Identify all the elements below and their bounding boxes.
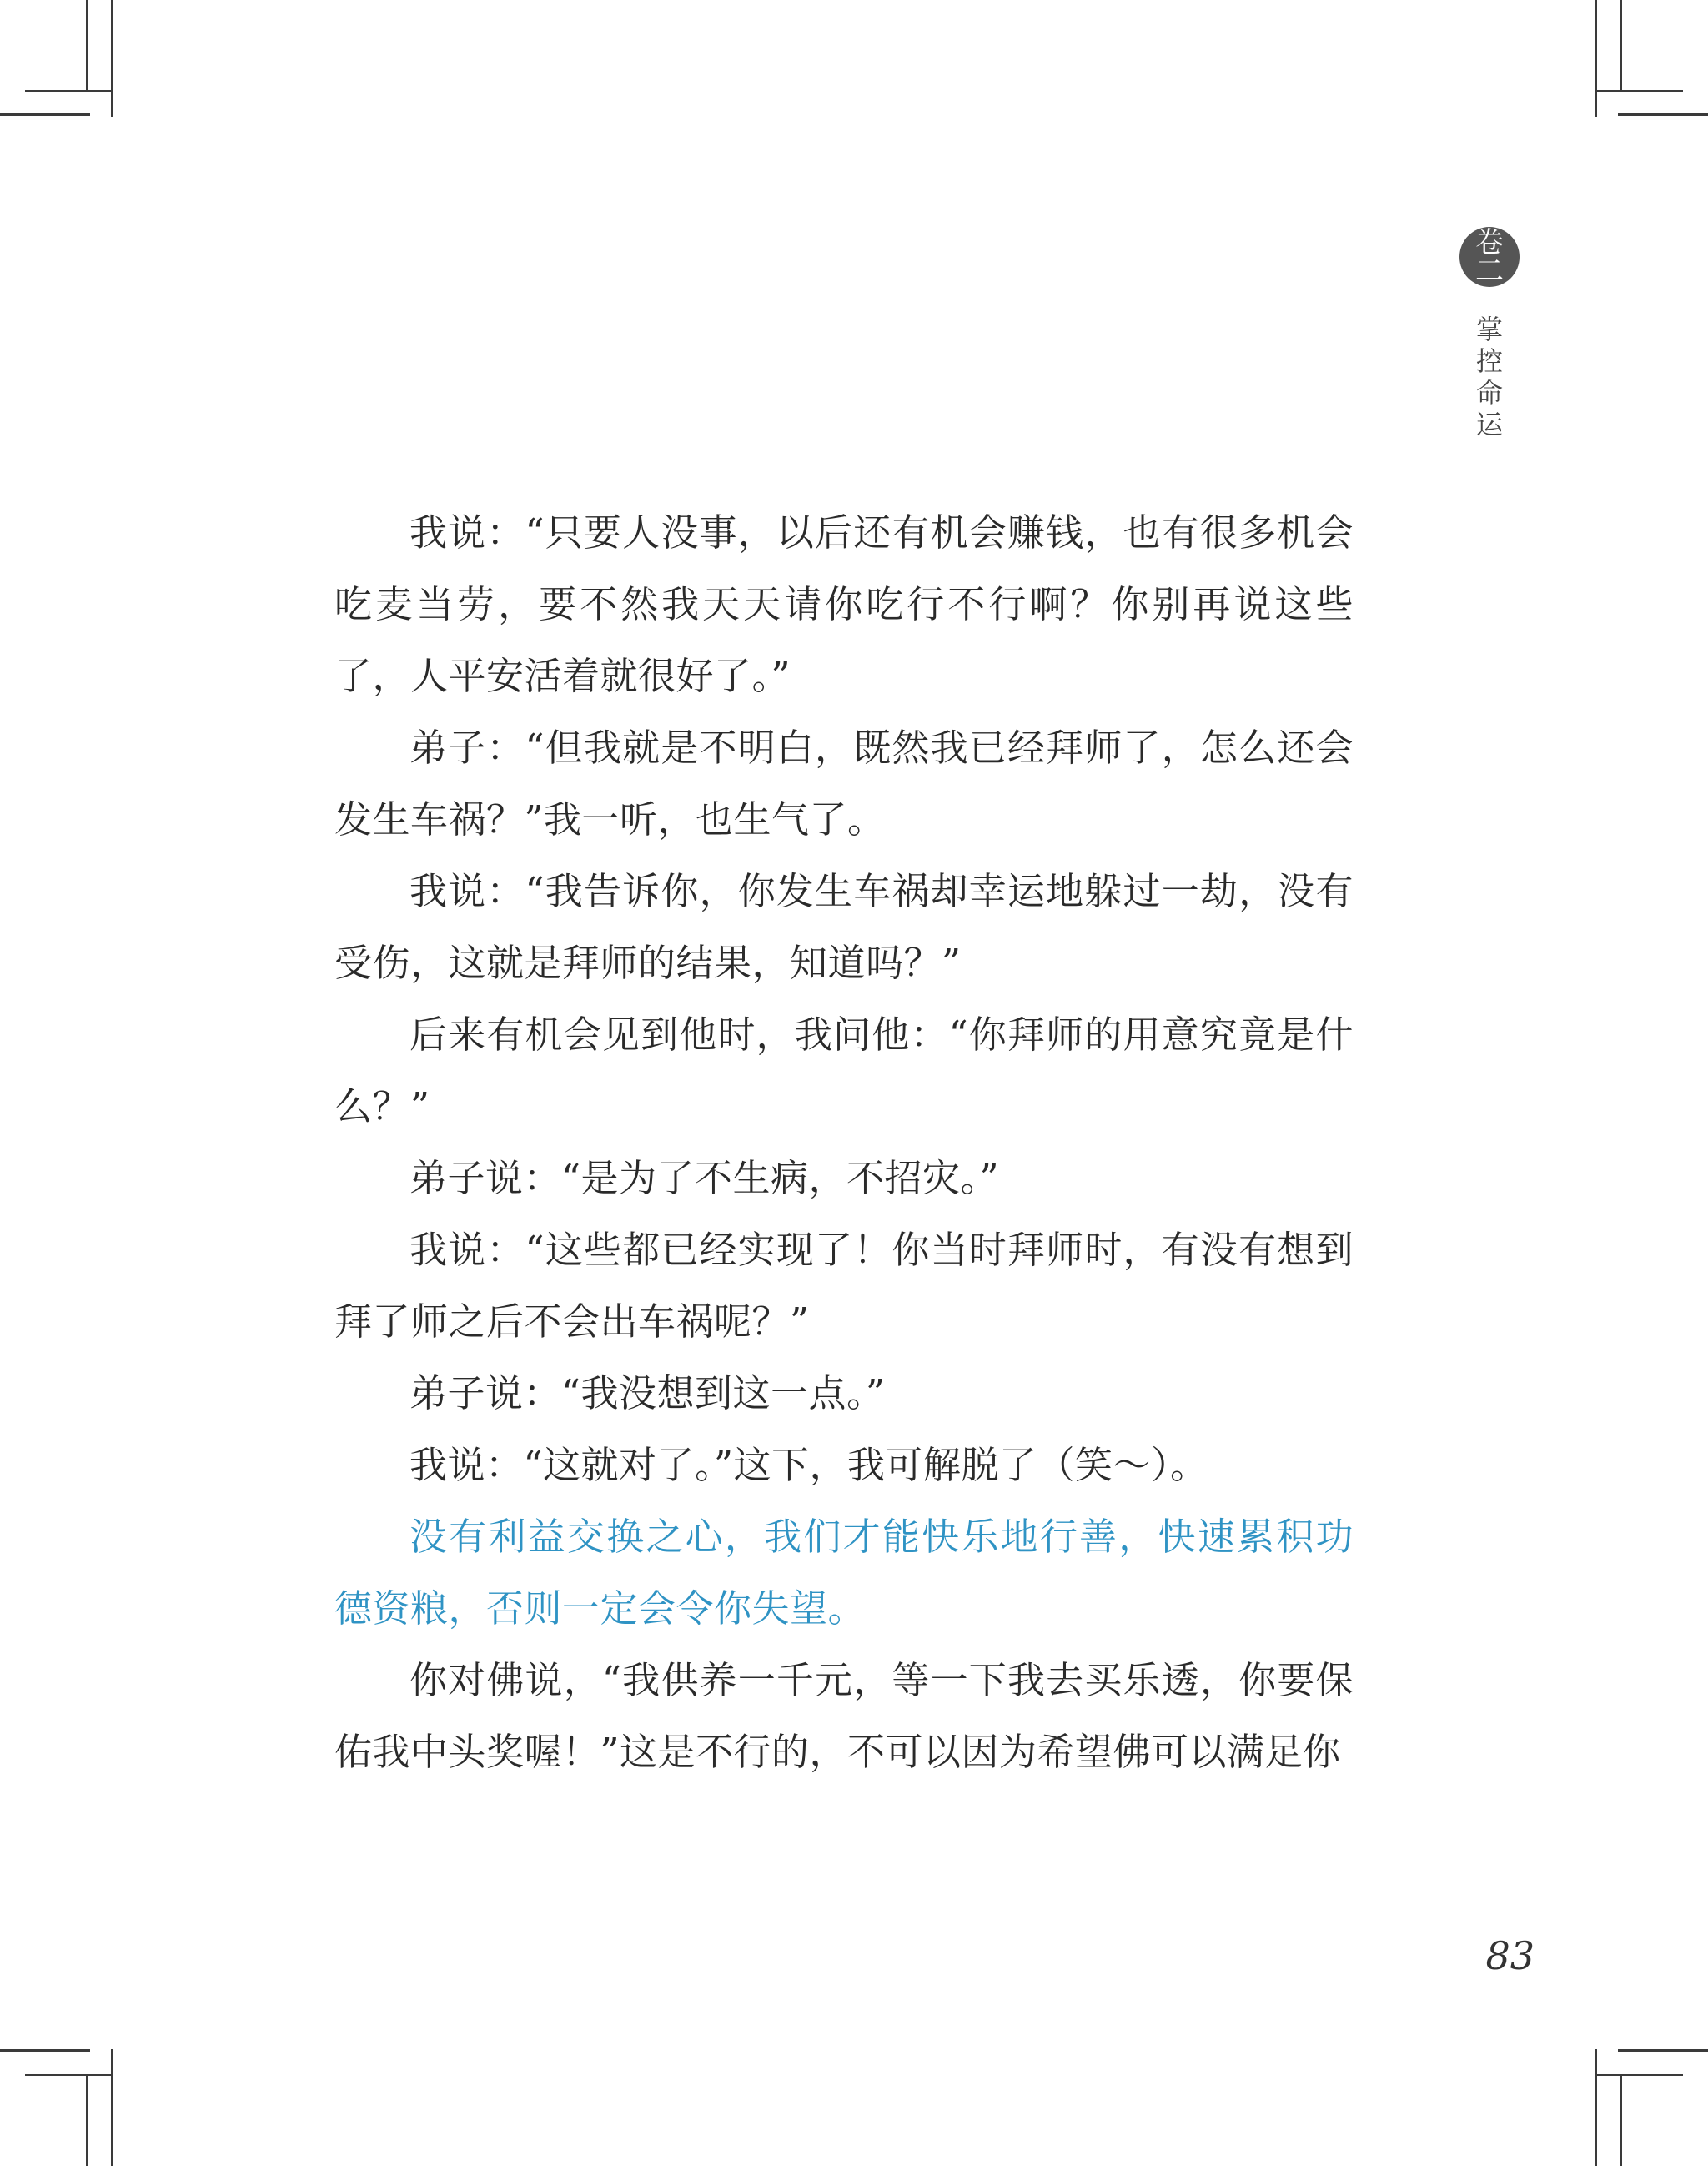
crop-mark-bottom-right-vertical — [1595, 2049, 1597, 2166]
paragraph-6: 我说：“这些都已经实现了！你当时拜师时，有没有想到拜了师之后不会出车祸呢？” — [334, 1228, 1354, 1344]
crop-mark-top-right-vertical — [1595, 0, 1597, 117]
highlighted-paragraph: 没有利益交换之心，我们才能快乐地行善，快速累积功德资粮，否则一定会令你失望。 — [334, 1515, 1354, 1631]
paragraph-3: 我说：“我告诉你，你发生车祸却幸运地躲过一劫，没有受伤，这就是拜师的结果，知道吗？” — [334, 869, 1354, 985]
page-number: 83 — [1485, 1933, 1535, 1978]
paragraph-10: 你对佛说，“我供养一千元，等一下我去买乐透，你要保佑我中头奖喔！”这是不行的，不可以因为希望佛可以满足你 — [334, 1658, 1354, 1774]
crop-mark-top-left-inner — [25, 90, 113, 92]
crop-mark-top-right-inner — [1595, 90, 1683, 92]
paragraph-7: 弟子说：“我没想到这一点。” — [409, 1371, 886, 1415]
crop-mark-bottom-right-horizontal — [1618, 2049, 1708, 2052]
paragraph-1: 我说：“只要人没事，以后还有机会赚钱，也有很多机会吃麦当劳，要不然我天天请你吃行不行啊？你别再说这些了，人平安活着就很好了。” — [334, 510, 1354, 698]
paragraph-8: 我说：“这就对了。”这下，我可解脱了（笑～）。 — [409, 1443, 1208, 1487]
volume-badge-line2: 二 — [1475, 254, 1504, 288]
crop-mark-bottom-left-inner-vertical — [86, 2076, 88, 2166]
body-text — [334, 497, 1354, 1788]
crop-mark-top-left-vertical — [111, 0, 113, 117]
crop-mark-bottom-right-inner-vertical — [1620, 2076, 1622, 2166]
crop-mark-bottom-right-inner — [1595, 2074, 1683, 2076]
volume-badge — [1459, 227, 1520, 287]
crop-mark-top-right-inner-vertical — [1620, 0, 1622, 90]
paragraph-4: 后来有机会见到他时，我问他：“你拜师的用意究竟是什么？” — [334, 1013, 1354, 1128]
volume-badge-line1: 卷 — [1475, 226, 1504, 259]
crop-mark-bottom-left-inner — [25, 2074, 113, 2076]
paragraph-5: 弟子说：“是为了不生病，不招灾。” — [409, 1156, 1000, 1200]
crop-mark-bottom-left-vertical — [111, 2049, 113, 2166]
crop-mark-bottom-left-horizontal — [0, 2049, 90, 2052]
chapter-title: 掌控命运 — [1475, 314, 1503, 440]
paragraph-2: 弟子：“但我就是不明白，既然我已经拜师了，怎么还会发生车祸？”我一听，也生气了。 — [334, 726, 1354, 842]
crop-mark-top-right-horizontal — [1618, 113, 1708, 116]
crop-mark-top-left-inner-vertical — [86, 0, 88, 90]
crop-mark-top-left-horizontal — [0, 113, 90, 116]
